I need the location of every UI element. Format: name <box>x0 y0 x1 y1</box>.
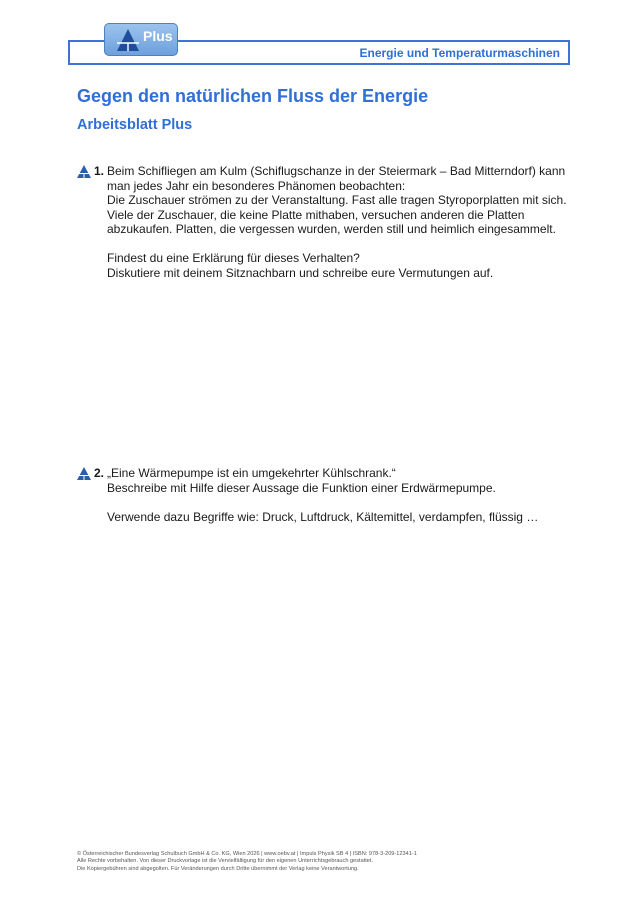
footer <box>77 851 417 873</box>
task-text-line: man jedes Jahr ein besonderes Phänomen beobachten: <box>107 178 406 193</box>
task-text-line: Diskutiere mit deinem Sitznachbarn und schreibe eure Vermutungen auf. <box>107 265 494 280</box>
task-1 <box>77 164 577 280</box>
footer-disclaimer: Die Kopiergebühren sind abgegolten. Für Veränderungen durch Dritte übernimmt der Verlag keine Verantwortung. <box>77 865 359 872</box>
footer-copyright: © Österreichischer Bundesverlag Schulbuch GmbH & Co. KG, Wien 2026 | www.oebv.at | Impuls Physik SB 4 | ISBN: 978-3-209-12341-1 <box>77 851 417 857</box>
footer-rights: Alle Rechte vorbehalten. Von dieser Druckvorlage ist die Vervielfältigung für den eigenen Unterrichtsgebrauch gestattet. <box>77 858 374 865</box>
task-text-line: Findest du eine Erklärung für dieses Verhalten? <box>107 251 360 265</box>
task-text-line: Die Zuschauer strömen zu der Veranstaltung. Fast alle tragen Styroporplatten mit sich. <box>107 193 567 207</box>
plus-logo <box>104 23 178 56</box>
task-text-line: Beschreibe mit Hilfe dieser Aussage die Funktion einer Erdwärmepumpe. <box>107 480 496 495</box>
page-title: Gegen den natürlichen Fluss der Energie <box>77 86 429 106</box>
task-text-line: abzukaufen. Platten, die vergessen wurden, werden still und heimlich eingesammelt. <box>107 222 556 236</box>
task-2 <box>77 466 577 524</box>
task-number: 2. <box>94 466 105 480</box>
task-text-line: Viele der Zuschauer, die keine Platte mithaben, versuchen anderen die Platten <box>107 207 525 222</box>
task-text-line: Verwende dazu Begriffe wie: Druck, Luftdruck, Kältemittel, verdampfen, flüssig … <box>107 509 539 524</box>
pyramid-icon <box>77 467 91 480</box>
task-number: 1. <box>94 164 105 178</box>
logo-text: Plus <box>143 28 173 44</box>
page-subtitle: Arbeitsblatt Plus <box>77 117 193 133</box>
task-text-line: Beim Schifliegen am Kulm (Schiflugschanze in der Steiermark – Bad Mitterndorf) kann <box>107 164 566 178</box>
pyramid-icon <box>116 28 140 52</box>
task-text-line: „Eine Wärmepumpe ist ein umgekehrter Kühlschrank.“ <box>107 466 396 480</box>
pyramid-icon <box>77 165 91 178</box>
section-title: Energie und Temperaturmaschinen <box>359 46 560 60</box>
